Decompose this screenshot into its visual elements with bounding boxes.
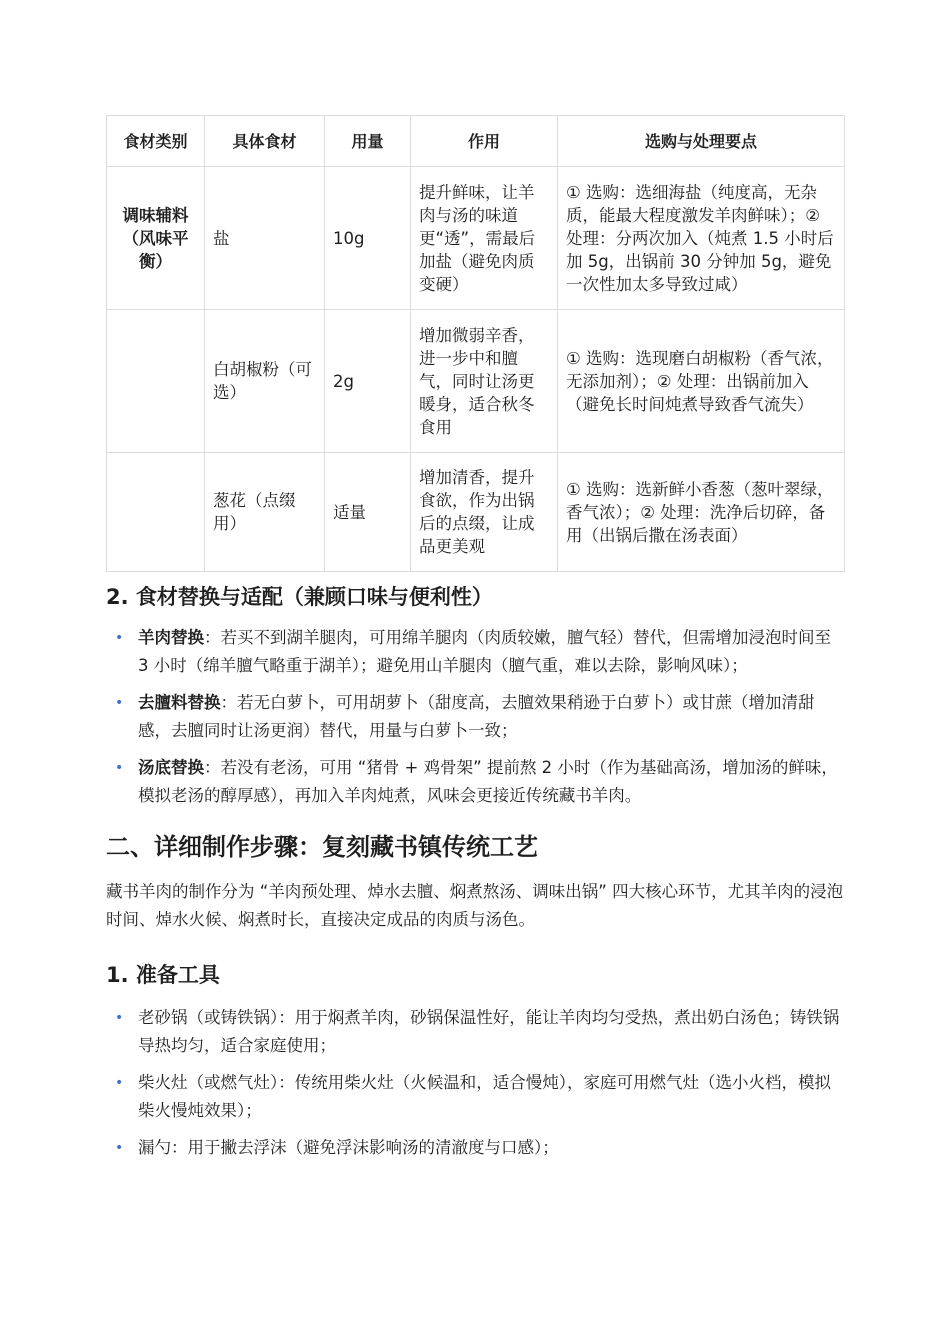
category-cell xyxy=(107,310,205,453)
item-text: 漏勺：用于撇去浮沫（避免浮沫影响汤的清澈度与口感）； xyxy=(138,1138,559,1157)
list-item xyxy=(106,754,844,810)
item-text: 柴火灶（或燃气灶）：传统用柴火灶（火候温和，适合慢炖），家庭可用燃气灶（选小火档，模拟柴火慢炖效果）； xyxy=(138,1073,831,1120)
steps-intro: 藏书羊肉的制作分为 “羊肉预处理、焯水去膻、焖煮熬汤、调味出锅” 四大核心环节，尤其羊肉的浸泡时间、焯水火候、焖煮时长，直接决定成品的肉质与汤色。 xyxy=(106,882,844,929)
bullet-icon: • xyxy=(115,695,124,711)
steps-heading: 二、详细制作步骤：复刻藏书镇传统工艺 xyxy=(106,833,538,861)
item-text: ：若买不到湖羊腿肉，可用绵羊腿肉（肉质较嫩，膻气轻）替代，但需增加浸泡时间至 3 小时（绵羊膻气略重于湖羊）；避免用山羊腿肉（膻气重，难以去除，影响风味）； xyxy=(138,628,831,675)
table-header-cell: 作用 xyxy=(411,116,558,167)
substitution-list xyxy=(106,624,844,810)
list-item xyxy=(106,1069,844,1125)
notes-cell: ① 选购：选新鲜小香葱（葱叶翠绿，香气浓）；② 处理：洗净后切碎，备用（出锅后撒在汤表面） xyxy=(558,453,845,572)
tools-list xyxy=(106,1004,844,1162)
list-item xyxy=(106,1134,844,1162)
list-item xyxy=(106,689,844,745)
substitution-heading: 2. 食材替换与适配（兼顾口味与便利性） xyxy=(106,585,493,609)
ingredients-table xyxy=(106,115,845,572)
effect-cell: 增加清香，提升食欲，作为出锅后的点缀，让成品更美观 xyxy=(411,453,558,572)
amount-cell: 适量 xyxy=(325,453,411,572)
effect-cell: 增加微弱辛香，进一步中和膻气，同时让汤更暖身，适合秋冬食用 xyxy=(411,310,558,453)
effect-cell: 提升鲜味，让羊肉与汤的味道更“透”，需最后加盐（避免肉质变硬） xyxy=(411,167,558,310)
item-text: ：若无白萝卜，可用胡萝卜（甜度高，去膻效果稍逊于白萝卜）或甘蔗（增加清甜感，去膻同时让汤更润）替代，用量与白萝卜一致； xyxy=(138,693,815,740)
ingredient-cell: 白胡椒粉（可选） xyxy=(205,310,325,453)
table-header-row xyxy=(107,116,845,167)
list-item xyxy=(106,624,844,680)
bullet-icon: • xyxy=(115,760,124,776)
bullet-icon: • xyxy=(115,1140,124,1156)
bullet-icon: • xyxy=(115,630,124,646)
notes-cell: ① 选购：选细海盐（纯度高，无杂质，能最大程度激发羊肉鲜味）；② 处理：分两次加入（炖煮 1.5 小时后加 5g，出锅前 30 分钟加 5g，避免一次性加太多导致过咸） xyxy=(558,167,845,310)
table-header-cell: 食材类别 xyxy=(107,116,205,167)
table-header-cell: 选购与处理要点 xyxy=(558,116,845,167)
category-cell xyxy=(107,453,205,572)
document-page xyxy=(106,115,844,1171)
table-row xyxy=(107,453,845,572)
notes-cell: ① 选购：选现磨白胡椒粉（香气浓，无添加剂）；② 处理：出锅前加入（避免长时间炖煮导致香气流失） xyxy=(558,310,845,453)
item-text: ：若没有老汤，可用 “猪骨 + 鸡骨架” 提前熬 2 小时（作为基础高汤，增加汤的鲜味，模拟老汤的醇厚感），再加入羊肉炖煮，风味会更接近传统藏书羊肉。 xyxy=(138,758,838,805)
item-label: 去膻料替换 xyxy=(138,693,221,712)
table-header-cell: 具体食材 xyxy=(205,116,325,167)
tools-heading: 1. 准备工具 xyxy=(106,963,220,987)
item-text: 老砂锅（或铸铁锅）：用于焖煮羊肉，砂锅保温性好，能让羊肉均匀受热，煮出奶白汤色；铸铁锅导热均匀，适合家庭使用； xyxy=(138,1008,840,1055)
ingredient-cell: 盐 xyxy=(205,167,325,310)
item-label: 羊肉替换 xyxy=(138,628,204,647)
amount-cell: 2g xyxy=(325,310,411,453)
amount-cell: 10g xyxy=(325,167,411,310)
category-cell: 调味辅料（风味平衡） xyxy=(107,167,205,310)
bullet-icon: • xyxy=(115,1075,124,1091)
table-row xyxy=(107,167,845,310)
item-label: 汤底替换 xyxy=(138,758,204,777)
table-header-cell: 用量 xyxy=(325,116,411,167)
table-row xyxy=(107,310,845,453)
ingredient-cell: 葱花（点缀用） xyxy=(205,453,325,572)
bullet-icon: • xyxy=(115,1010,124,1026)
list-item xyxy=(106,1004,844,1060)
